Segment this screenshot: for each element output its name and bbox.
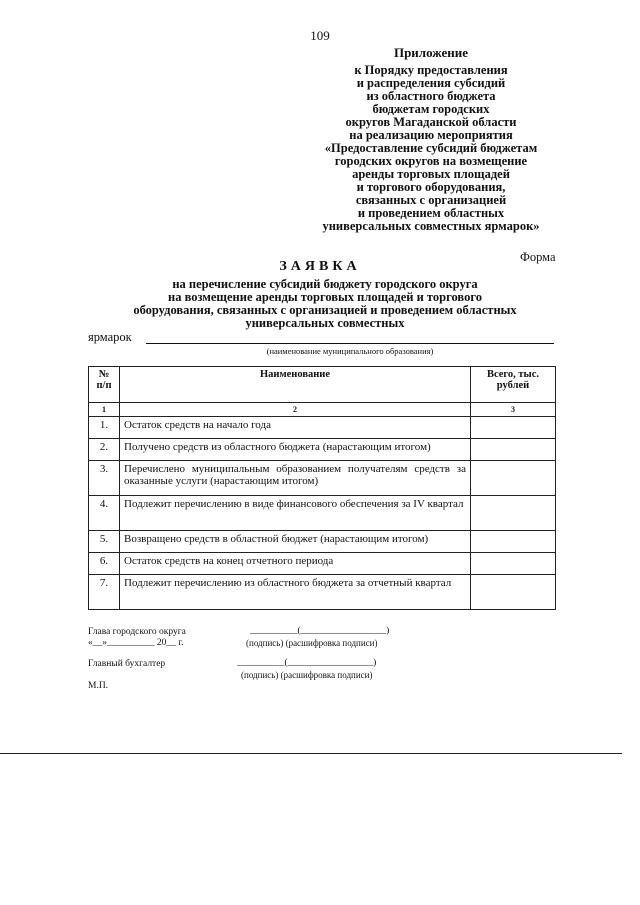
row-name: Получено средств из областного бюджета (нарастающим итогом) [120,439,471,461]
request-desc-line: на перечисление субсидий бюджету городского округа [172,277,478,291]
row-number: 7. [89,575,120,610]
table-row [89,575,556,610]
request-desc-line: оборудования, связанных с организацией и проведением областных [133,303,517,317]
appendix-line: связанных с организацией [355,193,507,207]
row-total-cell[interactable] [471,461,556,496]
head-of-district-label: Глава городского округа [88,627,186,637]
accountant-signature-line[interactable]: __________(__________________) [237,658,377,668]
row-name: Остаток средств на конец отчетного периода [120,553,471,575]
row-total-cell[interactable] [471,553,556,575]
appendix-line: к Порядку предоставления [354,63,508,77]
accountant-signature-caption: (подпись) (расшифровка подписи) [241,670,373,680]
chief-accountant-label: Главный бухгалтер [88,659,166,669]
request-description [80,278,570,330]
row-number: 6. [89,553,120,575]
request-desc-line: на возмещение аренды торговых площадей и торгового [168,290,482,304]
table-row [89,417,556,439]
header-no: № п/п [89,367,120,403]
table-row [89,461,556,496]
appendix-line: и проведением областных [357,206,505,220]
appendix-line: и торгового оборудования, [356,180,506,194]
row-number: 1. [89,417,120,439]
table-row [89,439,556,461]
page-bottom-rule [0,753,622,754]
municipality-caption: (наименование муниципального образования) [266,346,434,356]
appendix-line: универсальных совместных ярмарок» [322,219,540,233]
table-row [89,496,556,531]
row-number: 2. [89,439,120,461]
appendix-line: бюджетам городских [372,102,490,116]
report-table [88,366,556,610]
date-line[interactable]: «__»__________ 20__ г. [88,638,184,648]
row-name: Перечислено муниципальным образованием получателям средств за оказанные услуги (нарастающим итогом) [120,461,471,496]
appendix-line: из областного бюджета [366,89,496,103]
request-title: ЗАЯВКА [279,259,361,274]
row-name: Остаток средств на начало года [120,417,471,439]
column-number: 1 [89,403,120,417]
row-total-cell[interactable] [471,496,556,531]
appendix-block [300,46,562,233]
appendix-line: аренды торговых площадей [352,167,510,181]
table-row [89,553,556,575]
appendix-line: округов Магаданской области [345,115,517,129]
request-desc-line: универсальных совместных [245,316,405,330]
row-number: 5. [89,531,120,553]
row-name: Возвращено средств в областной бюджет (нарастающим итогом) [120,531,471,553]
head-signature-caption: (подпись) (расшифровка подписи) [246,638,378,648]
head-signature-line[interactable]: __________(__________________) [250,626,390,636]
row-total-cell[interactable] [471,439,556,461]
row-total-cell[interactable] [471,531,556,553]
table-row [89,531,556,553]
row-total-cell[interactable] [471,417,556,439]
appendix-line: городских округов на возмещение [334,154,528,168]
page-number: 109 [310,28,330,43]
stamp-label: М.П. [88,681,109,691]
row-name: Подлежит перечислению из областного бюджета за отчетный квартал [120,575,471,610]
row-number: 3. [89,461,120,496]
column-number: 3 [471,403,556,417]
appendix-line: и распределения субсидий [356,76,506,90]
row-name: Подлежит перечислению в виде финансового обеспечения за IV квартал [120,496,471,531]
header-name: Наименование [120,367,471,403]
header-total: Всего, тыс. рублей [471,367,556,403]
row-number: 4. [89,496,120,531]
appendix-line: «Предоставление субсидий бюджетам [324,141,538,155]
column-number-row [89,403,556,417]
form-label: Форма [520,250,556,264]
municipality-blank-line[interactable] [146,343,554,344]
appendix-line: на реализацию мероприятия [349,128,513,142]
appendix-title: Приложение [393,45,469,60]
row-total-cell[interactable] [471,575,556,610]
fair-word: ярмарок [88,330,132,344]
table-header-row [89,367,556,403]
column-number: 2 [120,403,471,417]
